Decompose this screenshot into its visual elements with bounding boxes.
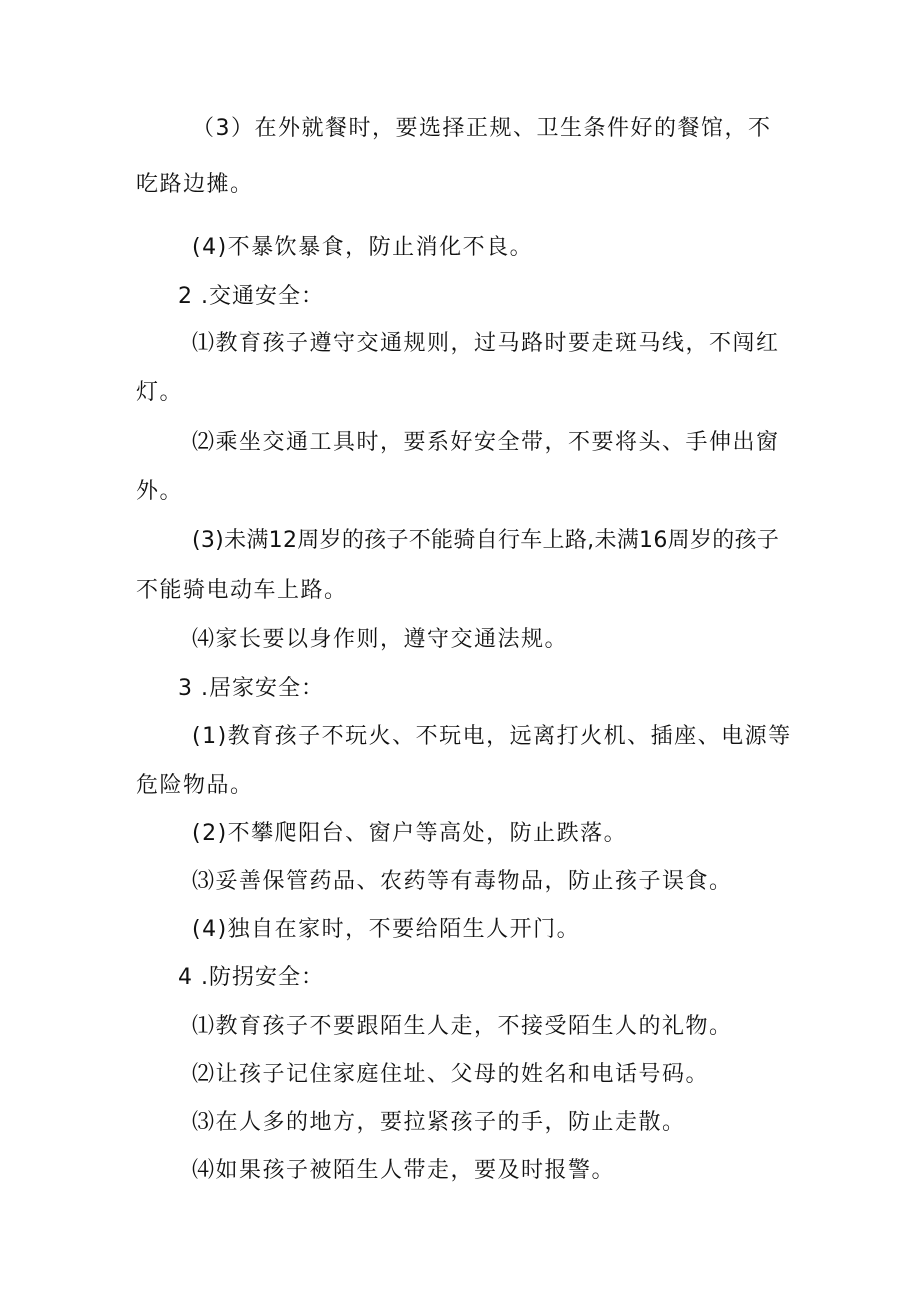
- food-item-3-line-2: 吃路边摊。: [136, 172, 254, 197]
- food-item-3-line-1: （3）在外就餐时，要选择正规、卫生条件好的餐馆，不: [192, 116, 772, 141]
- home-item-1-line-2: 危险物品。: [136, 773, 254, 798]
- food-item-4: (4)不暴饮暴食，防止消化不良。: [192, 235, 534, 260]
- kidnap-item-4: ⑷如果孩子被陌生人带走，要及时报警。: [192, 1158, 616, 1183]
- traffic-item-4: ⑷家长要以身作则，遵守交通法规。: [192, 627, 569, 652]
- traffic-item-1-line-2: 灯。: [136, 380, 184, 405]
- section-4-heading: 4 .防拐安全：: [178, 965, 324, 990]
- home-item-3: ⑶妥善保管药品、农药等有毒物品，防止孩子误食。: [192, 869, 733, 894]
- traffic-item-2-line-1: ⑵乘坐交通工具时，要系好安全带，不要将头、手伸出窗: [192, 430, 780, 455]
- home-item-4: (4)独自在家时，不要给陌生人开门。: [192, 917, 581, 942]
- traffic-item-3-line-1: (3)未满12周岁的孩子不能骑自行车上路,未满16周岁的孩子: [192, 528, 780, 553]
- kidnap-item-2: ⑵让孩子记住家庭住址、父母的姓名和电话号码。: [192, 1062, 710, 1087]
- home-item-2: (2)不攀爬阳台、窗户等高处，防止跌落。: [192, 821, 628, 846]
- kidnap-item-1: ⑴教育孩子不要跟陌生人走，不接受陌生人的礼物。: [192, 1014, 733, 1039]
- traffic-item-2-line-2: 外。: [136, 479, 184, 504]
- traffic-item-3-line-2: 不能骑电动车上路。: [136, 578, 348, 603]
- kidnap-item-3: ⑶在人多的地方，要拉紧孩子的手，防止走散。: [192, 1110, 686, 1135]
- section-3-heading: 3 .居家安全：: [178, 676, 324, 701]
- traffic-item-1-line-1: ⑴教育孩子遵守交通规则，过马路时要走斑马线，不闯红: [192, 331, 780, 356]
- section-2-heading: 2 .交通安全：: [178, 284, 324, 309]
- home-item-1-line-1: (1)教育孩子不玩火、不玩电，远离打火机、插座、电源等: [192, 724, 792, 749]
